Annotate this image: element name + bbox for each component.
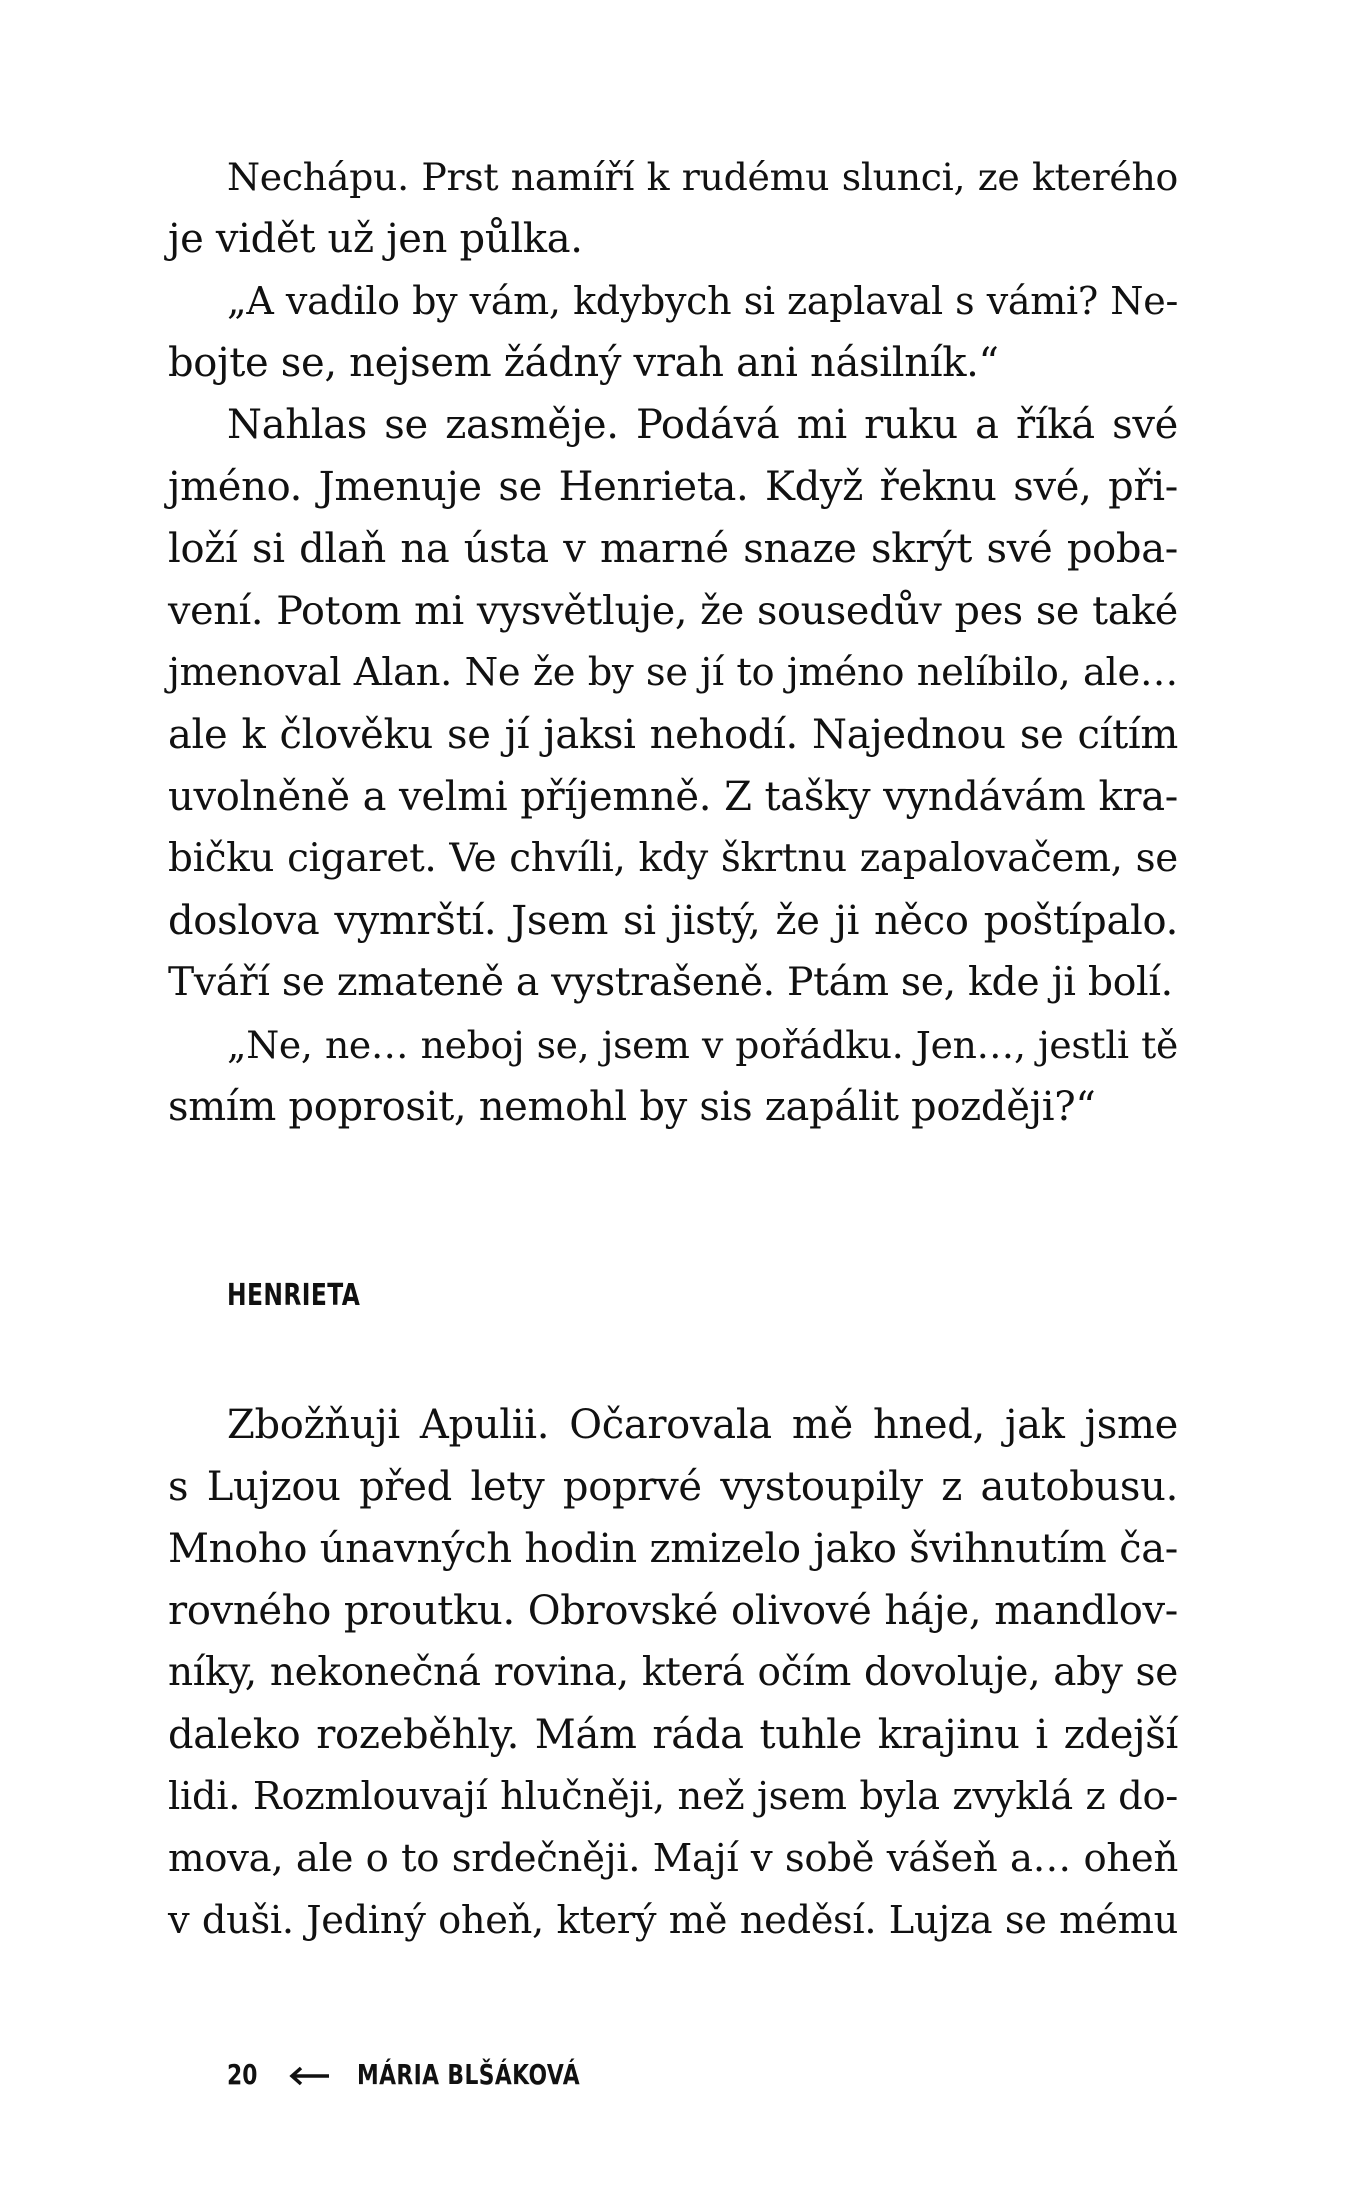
text-line: mova, ale o to srdečněji. Mají v sobě vášeň a… oheň xyxy=(168,1836,1178,1881)
text-line: níky, nekonečná rovina, která očím dovoluje, aby se xyxy=(168,1650,1178,1695)
text-line: Nahlas se zasměje. Podává mi ruku a říká své xyxy=(227,402,1178,448)
text-line: jmenoval Alan. Ne že by se jí to jméno nelíbilo, ale… xyxy=(168,650,1178,695)
text-line: Mnoho únavných hodin zmizelo jako švihnutím ča- xyxy=(168,1526,1178,1572)
page-number: 20 xyxy=(227,2057,258,2091)
text-line: v duši. Jediný oheň, který mě neděsí. Lujza se mému xyxy=(168,1898,1178,1943)
text-line: uvolněně a velmi příjemně. Z tašky vyndávám kra- xyxy=(168,774,1178,820)
text-line: „A vadilo by vám, kdybych si zaplaval s vámi? Ne- xyxy=(227,279,1178,323)
author-name: MÁRIA BLŠÁKOVÁ xyxy=(357,2057,580,2091)
text-line: jméno. Jmenuje se Henrieta. Když řeknu své, při- xyxy=(168,464,1178,510)
text-line: Tváří se zmateně a vystrašeně. Ptám se, kde ji bolí. xyxy=(168,960,1173,1005)
text-line: ale k člověku se jí jaksi nehodí. Najednou se cítím xyxy=(168,712,1178,758)
page-footer xyxy=(227,2054,643,2094)
left-arrow-icon xyxy=(287,2062,331,2086)
text-line: bičku cigaret. Ve chvíli, kdy škrtnu zapalovačem, se xyxy=(168,836,1178,881)
text-line: lidi. Rozmlouvají hlučněji, než jsem byla zvyklá z do- xyxy=(168,1774,1178,1819)
text-line: Zbožňuji Apulii. Očarovala mě hned, jak jsme xyxy=(227,1402,1178,1448)
text-line: Nechápu. Prst namíří k rudému slunci, ze kterého xyxy=(227,155,1178,199)
text-line: rovného proutku. Obrovské olivové háje, mandlov- xyxy=(168,1588,1178,1634)
text-line: smím poprosit, nemohl by sis zapálit později?“ xyxy=(168,1084,1096,1130)
text-line: daleko rozeběhly. Mám ráda tuhle krajinu i zdejší xyxy=(168,1712,1178,1758)
text-line: s Lujzou před lety poprvé vystoupily z autobusu. xyxy=(168,1464,1178,1510)
text-line: loží si dlaň na ústa v marné snaze skrýt své poba- xyxy=(168,526,1178,572)
text-line: „Ne, ne… neboj se, jsem v pořádku. Jen…, jestli tě xyxy=(227,1023,1178,1067)
text-line: bojte se, nejsem žádný vrah ani násilník.“ xyxy=(168,340,999,386)
section-heading: HENRIETA xyxy=(227,1278,361,1313)
text-line: je vidět už jen půlka. xyxy=(168,216,583,262)
text-line: vení. Potom mi vysvětluje, že sousedův pes se také xyxy=(168,588,1178,634)
text-line: doslova vymrští. Jsem si jistý, že ji něco poštípalo. xyxy=(168,898,1178,944)
